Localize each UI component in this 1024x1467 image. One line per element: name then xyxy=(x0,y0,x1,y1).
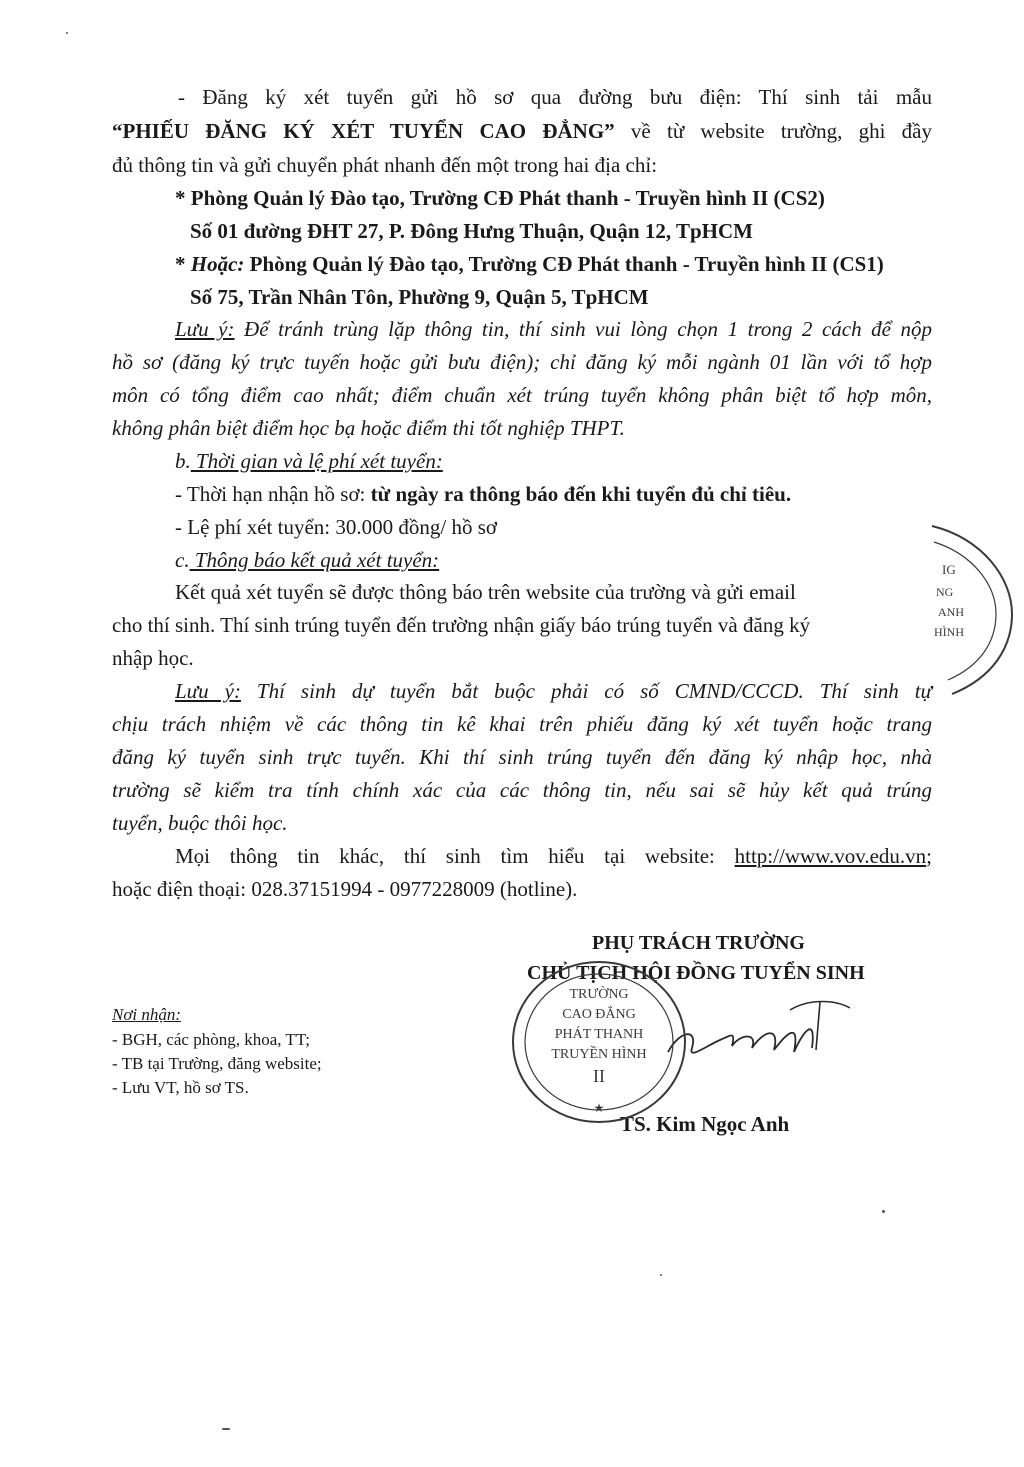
address-cs2-street: Số 01 đường ĐHT 27, P. Đông Hưng Thuận, Quận 12, TpHCM xyxy=(190,219,753,243)
form-name-line: “PHIẾU ĐĂNG KÝ XÉT TUYỂN CAO ĐẲNG” về từ website trường, ghi đầy xyxy=(112,119,933,143)
svg-text:II: II xyxy=(593,1066,605,1086)
scan-speck xyxy=(66,32,68,34)
svg-text:NG: NG xyxy=(936,585,954,599)
note-2-line-1: Lưu ý: Thí sinh dự tuyển bắt buộc phải có số CMND/CCCD. Thí sinh tự xyxy=(175,679,932,703)
result-line-2: cho thí sinh. Thí sinh trúng tuyển đến trường nhận giấy báo trúng tuyển và đăng ký xyxy=(112,613,811,637)
note-1-line-4: không phân biệt điểm học bạ hoặc điểm thi tốt nghiệp THPT. xyxy=(112,416,625,440)
svg-text:ANH: ANH xyxy=(938,605,964,619)
note-1-line-3: môn có tổng điểm cao nhất; điểm chuẩn xét trúng tuyển không phân biệt tổ hợp môn, xyxy=(112,383,932,407)
postal-registration-line: - Đăng ký xét tuyển gửi hồ sơ qua đường bưu điện: Thí sinh tải mẫu xyxy=(178,85,932,109)
svg-text:TRƯỜNG: TRƯỜNG xyxy=(569,987,629,1002)
note-2-line-4: trường sẽ kiểm tra tính chính xác của các thông tin, nếu sai sẽ hủy kết quả trúng xyxy=(112,778,932,802)
scan-speck xyxy=(660,1274,662,1276)
scan-speck xyxy=(882,1210,885,1213)
address-cs1-street: Số 75, Trần Nhân Tôn, Phường 9, Quận 5, TpHCM xyxy=(190,285,649,309)
deadline-line: - Thời hạn nhận hồ sơ: từ ngày ra thông báo đến khi tuyển đủ chỉ tiêu. xyxy=(175,482,792,506)
partial-seal-edge xyxy=(912,518,1024,698)
recipient-item: - Lưu VT, hồ sơ TS. xyxy=(112,1078,249,1097)
signature-title-1: PHỤ TRÁCH TRƯỜNG xyxy=(592,932,805,954)
website-link[interactable]: http://www.vov.edu.vn xyxy=(734,844,927,868)
svg-text:HÌNH: HÌNH xyxy=(934,625,964,639)
svg-text:★: ★ xyxy=(593,1101,605,1115)
note-1-line-1: Lưu ý: Để tránh trùng lặp thông tin, thí sinh vui lòng chọn 1 trong 2 cách để nộp xyxy=(175,317,933,341)
result-line-3: nhập học. xyxy=(112,646,194,670)
section-b-heading: b. Thời gian và lệ phí xét tuyển: xyxy=(175,449,443,473)
address-cs1-title: * Hoặc: Phòng Quản lý Đào tạo, Trường CĐ Phát thanh - Truyền hình II (CS1) xyxy=(175,252,884,276)
section-c-heading: c. Thông báo kết quả xét tuyển: xyxy=(175,548,440,572)
result-line-1: Kết quả xét tuyển sẽ được thông báo trên website của trường và gửi email xyxy=(175,580,796,604)
official-seal xyxy=(508,958,690,1126)
scan-speck xyxy=(222,1428,230,1430)
signer-name: TS. Kim Ngọc Anh xyxy=(620,1112,790,1136)
fee-line: - Lệ phí xét tuyển: 30.000 đồng/ hồ sơ xyxy=(175,515,497,539)
signature-title-2: CHỦ TỊCH HỘI ĐỒNG TUYỂN SINH xyxy=(527,962,865,984)
note-2-line-2: chịu trách nhiệm về các thông tin kê khai trên phiếu đăng ký xét tuyển hoặc trang xyxy=(112,712,932,736)
recipient-item: - TB tại Trường, đăng website; xyxy=(112,1054,322,1073)
note-1-line-2: hồ sơ (đăng ký trực tuyến hoặc gửi bưu điện); chỉ đăng ký mỗi ngành 01 lần với tổ hợp xyxy=(112,350,932,374)
contact-website-line: Mọi thông tin khác, thí sinh tìm hiểu tại website: http://www.vov.edu.vn; xyxy=(175,844,932,868)
address-cs2-title: * Phòng Quản lý Đào tạo, Trường CĐ Phát thanh - Truyền hình II (CS2) xyxy=(175,186,825,210)
svg-text:TRUYỀN HÌNH: TRUYỀN HÌNH xyxy=(551,1047,647,1062)
contact-phone-line: hoặc điện thoại: 028.37151994 - 0977228009 (hotline). xyxy=(112,877,578,901)
recipients-title: Nơi nhận: xyxy=(112,1005,182,1024)
note-2-line-3: đăng ký tuyển sinh trực tuyến. Khi thí sinh trúng tuyển đến đăng ký nhập học, nhà xyxy=(112,745,932,769)
svg-text:PHÁT THANH: PHÁT THANH xyxy=(554,1027,644,1042)
recipient-item: - BGH, các phòng, khoa, TT; xyxy=(112,1030,310,1049)
note-2-line-5: tuyển, buộc thôi học. xyxy=(112,811,288,835)
svg-text:CAO ĐẲNG: CAO ĐẲNG xyxy=(562,1007,636,1022)
svg-text:IG: IG xyxy=(942,562,956,577)
send-instruction-line: đủ thông tin và gửi chuyển phát nhanh đến một trong hai địa chỉ: xyxy=(112,153,658,177)
